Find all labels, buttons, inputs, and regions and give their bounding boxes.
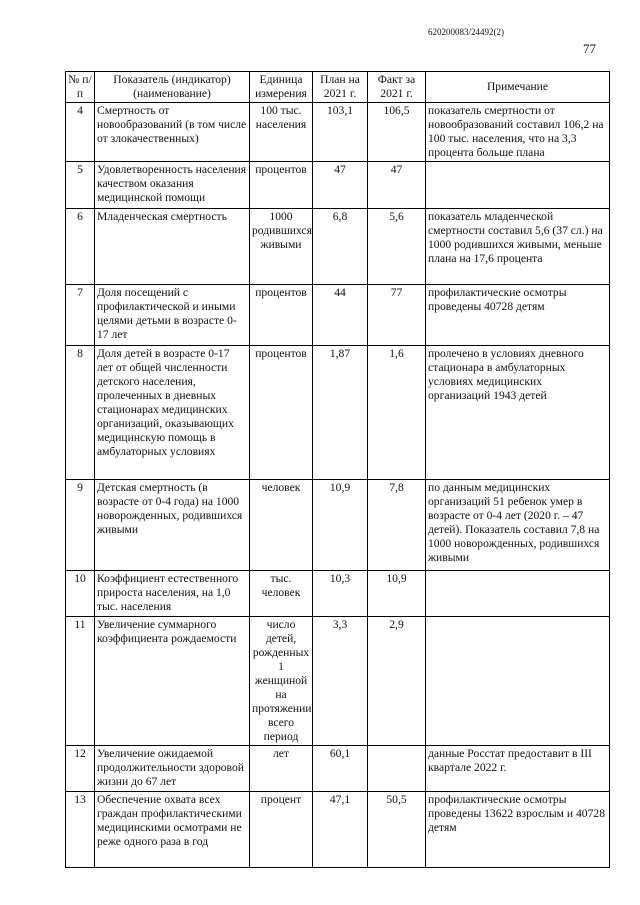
fact-value: 10,9 [368, 571, 426, 617]
fact-value: 7,8 [368, 480, 426, 571]
fact-value: 1,6 [368, 346, 426, 480]
row-number: 4 [66, 103, 95, 162]
row-number: 10 [66, 571, 95, 617]
note-text [426, 617, 610, 746]
indicator-name: Увеличение ожидаемой продолжительности здоровой жизни до 67 лет [95, 746, 250, 792]
table-row [66, 571, 610, 617]
header-plan: План на 2021 г. [313, 72, 368, 103]
plan-value: 1,87 [313, 346, 368, 480]
plan-value: 10,9 [313, 480, 368, 571]
indicator-name: Удовлетворенность населения качеством оказания медицинской помощи [95, 162, 250, 209]
indicator-name: Младенческая смертность [95, 209, 250, 285]
table-row [66, 103, 610, 162]
unit-of-measure: процент [250, 792, 313, 868]
indicator-name: Увеличение суммарного коэффициента рождаемости [95, 617, 250, 746]
row-number: 9 [66, 480, 95, 571]
fact-value: 5,6 [368, 209, 426, 285]
note-text [426, 162, 610, 209]
header-note: Примечание [426, 72, 610, 103]
note-text: профилактические осмотры проведены 13622 взрослым и 40728 детям [426, 792, 610, 868]
header-unit: Единица измерения [250, 72, 313, 103]
fact-value: 47 [368, 162, 426, 209]
header-fact: Факт за 2021 г. [368, 72, 426, 103]
plan-value: 103,1 [313, 103, 368, 162]
plan-value: 60,1 [313, 746, 368, 792]
plan-value: 44 [313, 285, 368, 346]
row-number: 13 [66, 792, 95, 868]
fact-value: 106,5 [368, 103, 426, 162]
header-number: № п/п [66, 72, 95, 103]
plan-value: 10,3 [313, 571, 368, 617]
unit-of-measure: процентов [250, 162, 313, 209]
indicator-name: Коэффициент естественного прироста населения, на 1,0 тыс. населения [95, 571, 250, 617]
document-id: 620200083/24492(2) [428, 27, 504, 37]
table-row [66, 209, 610, 285]
unit-of-measure: число детей, рожденных 1 женщиной на протяжении всего период [250, 617, 313, 746]
note-text: данные Росстат предоставит в III квартале 2022 г. [426, 746, 610, 792]
indicator-name: Доля посещений с профилактической и иными целями детьми в возрасте 0-17 лет [95, 285, 250, 346]
table-row [66, 346, 610, 480]
fact-value [368, 746, 426, 792]
row-number: 12 [66, 746, 95, 792]
unit-of-measure: процентов [250, 346, 313, 480]
table-row [66, 480, 610, 571]
indicators-table [65, 71, 610, 868]
indicator-name: Детская смертность (в возрасте от 0-4 года) на 1000 новорожденных, родившихся живыми [95, 480, 250, 571]
row-number: 7 [66, 285, 95, 346]
row-number: 8 [66, 346, 95, 480]
row-number: 11 [66, 617, 95, 746]
row-number: 5 [66, 162, 95, 209]
row-number: 6 [66, 209, 95, 285]
plan-value: 6,8 [313, 209, 368, 285]
unit-of-measure: тыс. человек [250, 571, 313, 617]
table-row [66, 285, 610, 346]
unit-of-measure: процентов [250, 285, 313, 346]
note-text: показатель смертности от новообразований составил 106,2 на 100 тыс. населения, что на 3,3 процента больше плана [426, 103, 610, 162]
page-number: 77 [583, 41, 596, 56]
unit-of-measure: лет [250, 746, 313, 792]
table-row [66, 746, 610, 792]
unit-of-measure: человек [250, 480, 313, 571]
table-header-row [66, 72, 610, 103]
indicator-name: Обеспечение охвата всех граждан профилактическими медицинскими осмотрами не реже одного раза в год [95, 792, 250, 868]
fact-value: 77 [368, 285, 426, 346]
header-indicator: Показатель (индикатор) (наименование) [95, 72, 250, 103]
table-row [66, 617, 610, 746]
indicator-name: Смертность от новообразований (в том числе от злокачественных) [95, 103, 250, 162]
fact-value: 50,5 [368, 792, 426, 868]
note-text: по данным медицинских организаций 51 ребенок умер в возрасте от 0-4 лет (2020 г. – 47 детей). Показатель составил 7,8 на 1000 новорожденных, родившихся живыми [426, 480, 610, 571]
fact-value: 2,9 [368, 617, 426, 746]
note-text [426, 571, 610, 617]
plan-value: 47 [313, 162, 368, 209]
note-text: пролечено в условиях дневного стационара в амбулаторных условиях медицинских организаций 1943 детей [426, 346, 610, 480]
note-text: профилактические осмотры проведены 40728 детям [426, 285, 610, 346]
unit-of-measure: 100 тыс. населения [250, 103, 313, 162]
indicator-name: Доля детей в возрасте 0-17 лет от общей численности детского населения, пролеченных в дневных стационарах медицинских организаций, оказывающих медицинскую помощь в амбулаторных условиях [95, 346, 250, 480]
plan-value: 3,3 [313, 617, 368, 746]
note-text: показатель младенческой смертности составил 5,6 (37 сл.) на 1000 родившихся живыми, меньше плана на 17,6 процента [426, 209, 610, 285]
table-row [66, 162, 610, 209]
table-row [66, 792, 610, 868]
unit-of-measure: 1000 родившихся живыми [250, 209, 313, 285]
plan-value: 47,1 [313, 792, 368, 868]
